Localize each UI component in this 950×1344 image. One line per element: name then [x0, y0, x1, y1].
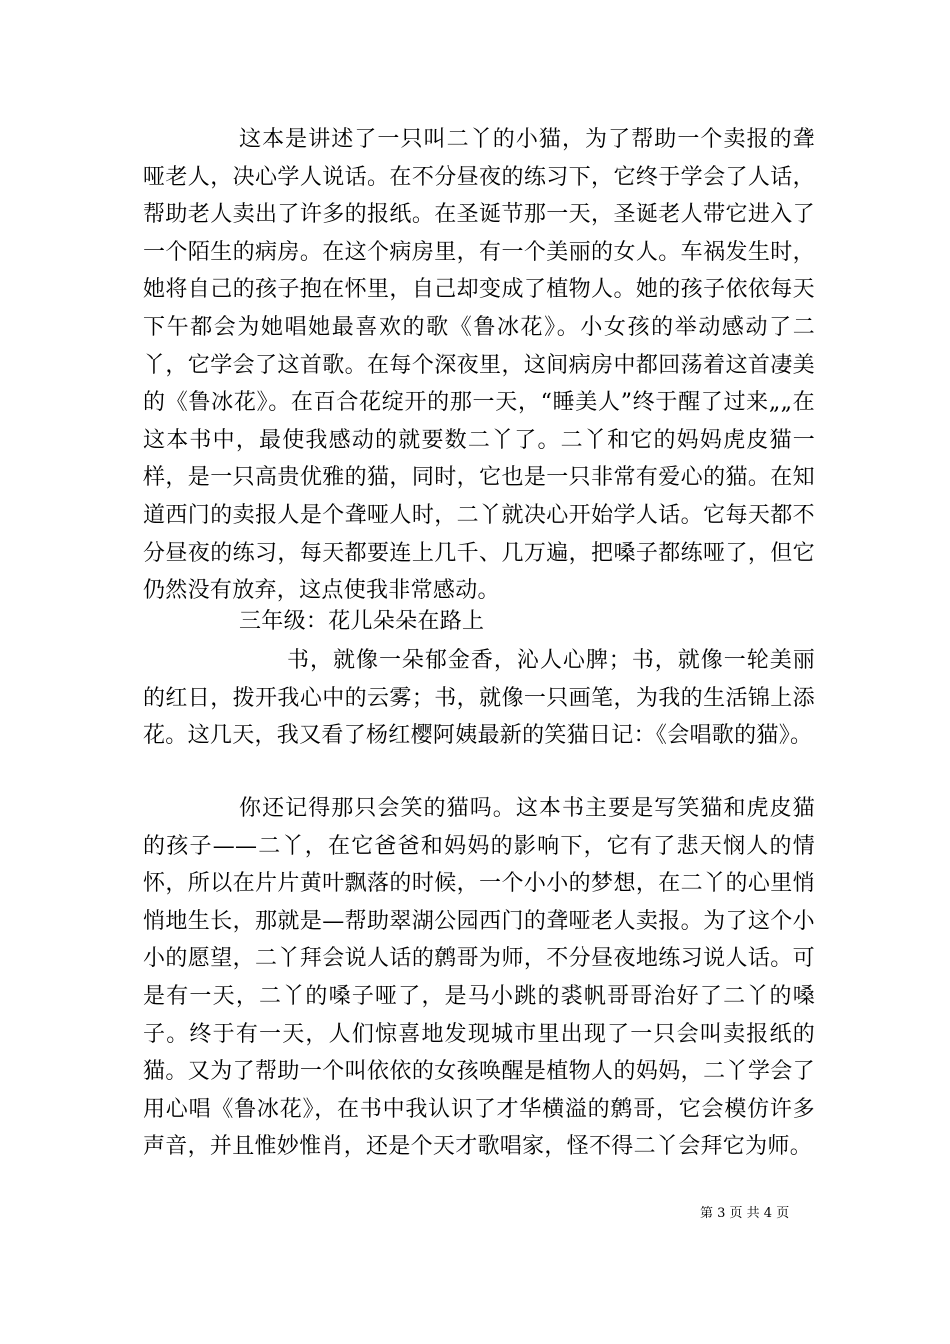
page-number: 第 3 页 共 4 页	[700, 1206, 790, 1221]
section-heading: 三年级：花儿朵朵在路上	[239, 609, 485, 634]
paragraph-book-summary: 这本是讲述了一只叫二丫的小猫，为了帮助一个卖报的聋哑老人，决心学人说话。在不分昼夜的练习下，它终于学会了人话，帮助老人卖出了许多的报纸。在圣诞节那一天，圣诞老人带它进入了一个陌生的病房。在这个病房里，有一个美丽的女人。车祸发生时，她将自己的孩子抱在怀里，自己却变成了植物人。她的孩子依依每天下午都会为她唱她最喜欢的歌《鲁冰花》。小女孩的举动感动了二丫，它学会了这首歌。在每个深夜里，这间病房中都回荡着这首凄美的《鲁冰花》。在百合花绽开的那一天，“睡美人”终于醒了过来„„在这本书中，最使我感动的就要数二丫了。二丫和它的妈妈虎皮猫一样，是一只高贵优雅的猫，同时，它也是一只非常有爱心的猫。在知道西门的卖报人是个聋哑人时，二丫就决心开始学人话。它每天都不分昼夜的练习，每天都要连上几千、几万遍，把嗓子都练哑了，但它仍然没有放弃，这点使我非常感动。	[143, 127, 815, 604]
paragraph-book-intro: 书，就像一朵郁金香，沁人心脾；书，就像一轮美丽的红日，拨开我心中的云雾；书，就像一只画笔，为我的生活锦上添花。这几天，我又看了杨红樱阿姨最新的笑猫日记：《会唱歌的猫》。	[143, 648, 815, 749]
paragraph-book-review: 你还记得那只会笑的猫吗。这本书主要是写笑猫和虎皮猫的孩子——二丫，在它爸爸和妈妈的影响下，它有了悲天悯人的情怀，所以在片片黄叶飘落的时候，一个小小的梦想，在二丫的心里悄悄地生长，那就是—帮助翠湖公园西门的聋哑老人卖报。为了这个小小的愿望，二丫拜会说人话的鹩哥为师，不分昼夜地练习说人话。可是有一天，二丫的嗓子哑了，是马小跳的裘帆哥哥治好了二丫的嗓子。终于有一天，人们惊喜地发现城市里出现了一只会叫卖报纸的猫。又为了帮助一个叫依依的女孩唤醒是植物人的妈妈，二丫学会了用心唱《鲁冰花》，在书中我认识了才华横溢的鹩哥，它会模仿许多声音，并且惟妙惟肖，还是个天才歌唱家，怪不得二丫会拜它为师。	[143, 796, 815, 1160]
